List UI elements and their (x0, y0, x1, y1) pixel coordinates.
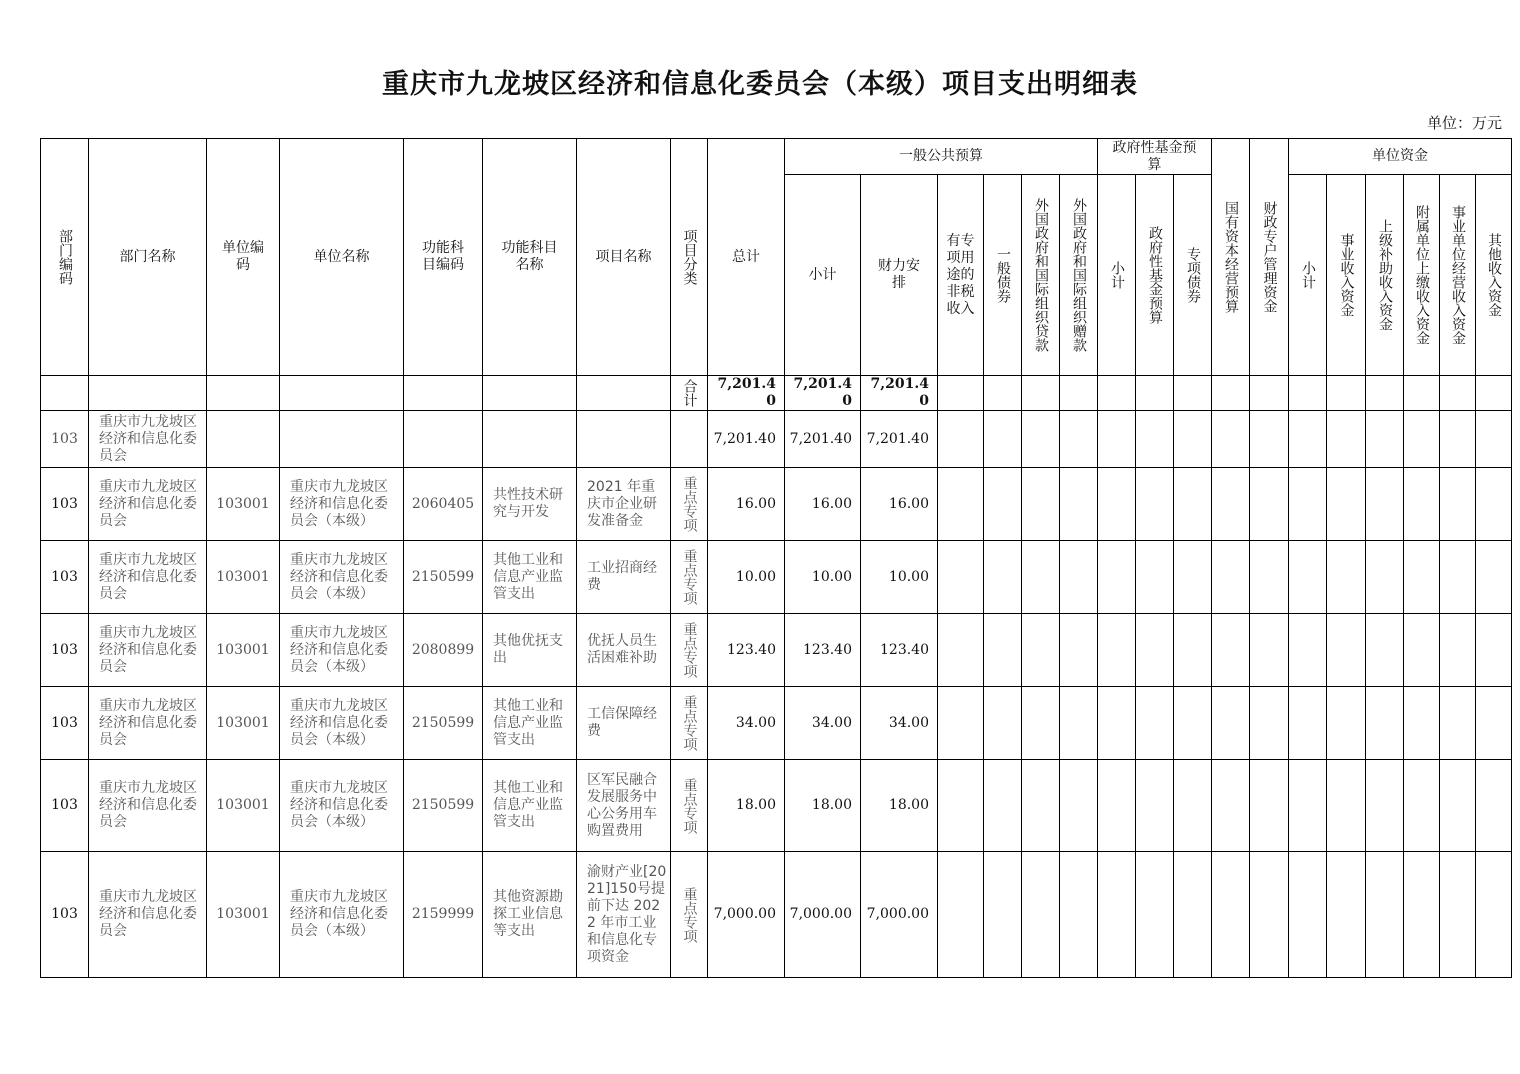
row-subtotal: 7,000.00 (785, 852, 861, 978)
row-func-name: 其他工业和信息产业监管支出 (483, 541, 577, 614)
header-gb-fiscal: 财力安排 (861, 175, 938, 376)
row-unit-name: 重庆市九龙坡区经济和信息化委员会（本级） (280, 614, 404, 687)
header-gf-fund: 政府性基金预算 (1136, 175, 1174, 376)
row-fiscal: 16.00 (861, 468, 938, 541)
row-func-code: 2150599 (404, 687, 483, 760)
total-value: 7,201.40 (708, 376, 785, 411)
row-fiscal: 18.00 (861, 760, 938, 852)
row-total: 123.40 (708, 614, 785, 687)
header-gb-nontax: 有专项用途的非税收入 (938, 175, 984, 376)
row-func-code: 2159999 (404, 852, 483, 978)
header-fiscal-account: 财政专户管理资金 (1250, 139, 1289, 376)
header-dept-code: 部门编码 (41, 139, 89, 376)
header-uf-other: 其他收入资金 (1476, 175, 1512, 376)
row-fiscal: 34.00 (861, 687, 938, 760)
row-project-type: 重点专项 (671, 541, 708, 614)
header-uf-operating: 事业单位经营收入资金 (1440, 175, 1476, 376)
header-gb-foreign-loan: 外国政府和国际组织贷款 (1022, 175, 1060, 376)
row-project-type: 重点专项 (671, 852, 708, 978)
dept-total: 7,201.40 (708, 411, 785, 468)
header-general-budget: 一般公共预算 (785, 139, 1098, 175)
row-project-name: 2021 年重庆市企业研发准备金 (577, 468, 671, 541)
header-unit-name: 单位名称 (280, 139, 404, 376)
row-dept-name: 重庆市九龙坡区经济和信息化委员会 (89, 852, 207, 978)
row-func-code: 2150599 (404, 541, 483, 614)
total-label: 合计 (671, 376, 708, 411)
table-row (41, 468, 1512, 541)
header-project-type: 项目分类 (671, 139, 708, 376)
row-dept-code: 103 (41, 541, 89, 614)
unit-label: 单位：万元 (1426, 114, 1502, 132)
row-dept-code: 103 (41, 614, 89, 687)
page-title: 重庆市九龙坡区经济和信息化委员会（本级）项目支出明细表 (382, 69, 1138, 100)
total-fiscal: 7,201.40 (861, 376, 938, 411)
dept-subtotal: 7,201.40 (785, 411, 861, 468)
row-fiscal: 7,000.00 (861, 852, 938, 978)
header-func-name: 功能科目名称 (483, 139, 577, 376)
row-func-code: 2080899 (404, 614, 483, 687)
row-total: 34.00 (708, 687, 785, 760)
header-gb-foreign-grant: 外国政府和国际组织赠款 (1060, 175, 1098, 376)
table-row (41, 541, 1512, 614)
row-subtotal: 10.00 (785, 541, 861, 614)
row-unit-code: 103001 (207, 852, 280, 978)
dept-fiscal: 7,201.40 (861, 411, 938, 468)
row-unit-code: 103001 (207, 541, 280, 614)
row-dept-name: 重庆市九龙坡区经济和信息化委员会 (89, 541, 207, 614)
row-unit-name: 重庆市九龙坡区经济和信息化委员会（本级） (280, 687, 404, 760)
table-row (41, 614, 1512, 687)
dept-name: 重庆市九龙坡区经济和信息化委员会 (89, 411, 207, 468)
row-unit-code: 103001 (207, 614, 280, 687)
row-project-name: 工信保障经费 (577, 687, 671, 760)
row-project-name: 优抚人员生活困难补助 (577, 614, 671, 687)
header-state-capital: 国有资本经营预算 (1212, 139, 1250, 376)
header-gf-subtotal: 小计 (1098, 175, 1136, 376)
row-unit-code: 103001 (207, 468, 280, 541)
row-unit-name: 重庆市九龙坡区经济和信息化委员会（本级） (280, 760, 404, 852)
row-total: 10.00 (708, 541, 785, 614)
row-unit-code: 103001 (207, 687, 280, 760)
row-dept-name: 重庆市九龙坡区经济和信息化委员会 (89, 760, 207, 852)
row-unit-name: 重庆市九龙坡区经济和信息化委员会（本级） (280, 852, 404, 978)
table-row (41, 852, 1512, 978)
row-func-name: 其他工业和信息产业监管支出 (483, 687, 577, 760)
header-gb-subtotal: 小计 (785, 175, 861, 376)
row-func-name: 其他工业和信息产业监管支出 (483, 760, 577, 852)
row-fiscal: 10.00 (861, 541, 938, 614)
row-dept-code: 103 (41, 760, 89, 852)
row-func-name: 其他优抚支出 (483, 614, 577, 687)
row-project-type: 重点专项 (671, 468, 708, 541)
row-dept-name: 重庆市九龙坡区经济和信息化委员会 (89, 687, 207, 760)
row-func-name: 其他资源勘探工业信息等支出 (483, 852, 577, 978)
header-dept-name: 部门名称 (89, 139, 207, 376)
dept-code: 103 (41, 411, 89, 468)
header-uf-subtotal: 小计 (1289, 175, 1327, 376)
total-row (41, 376, 1512, 411)
row-project-type: 重点专项 (671, 760, 708, 852)
row-project-name: 工业招商经费 (577, 541, 671, 614)
row-total: 7,000.00 (708, 852, 785, 978)
row-project-type: 重点专项 (671, 687, 708, 760)
header-uf-superior: 上级补助收入资金 (1366, 175, 1404, 376)
header-project-name: 项目名称 (577, 139, 671, 376)
row-func-code: 2150599 (404, 760, 483, 852)
header-uf-business: 事业收入资金 (1327, 175, 1366, 376)
header-gf-bond: 专项债券 (1174, 175, 1212, 376)
header-gb-bond: 一般债券 (984, 175, 1022, 376)
row-dept-code: 103 (41, 852, 89, 978)
row-fiscal: 123.40 (861, 614, 938, 687)
table-row (41, 760, 1512, 852)
row-func-code: 2060405 (404, 468, 483, 541)
row-unit-name: 重庆市九龙坡区经济和信息化委员会（本级） (280, 468, 404, 541)
row-subtotal: 18.00 (785, 760, 861, 852)
header-unit-funds: 单位资金 (1289, 139, 1512, 175)
project-expenditure-table (40, 138, 1512, 978)
row-project-name: 区军民融合发展服务中心公务用车购置费用 (577, 760, 671, 852)
row-subtotal: 34.00 (785, 687, 861, 760)
table-row (41, 687, 1512, 760)
header-gov-fund: 政府性基金预算 (1098, 139, 1212, 175)
row-func-name: 共性技术研究与开发 (483, 468, 577, 541)
row-dept-code: 103 (41, 468, 89, 541)
row-unit-code: 103001 (207, 760, 280, 852)
row-project-type: 重点专项 (671, 614, 708, 687)
dept-row (41, 411, 1512, 468)
row-unit-name: 重庆市九龙坡区经济和信息化委员会（本级） (280, 541, 404, 614)
row-subtotal: 123.40 (785, 614, 861, 687)
header-unit-code: 单位编码 (207, 139, 280, 376)
row-dept-name: 重庆市九龙坡区经济和信息化委员会 (89, 614, 207, 687)
row-total: 16.00 (708, 468, 785, 541)
row-dept-name: 重庆市九龙坡区经济和信息化委员会 (89, 468, 207, 541)
row-project-name: 渝财产业[2021]150号提前下达 2022 年市工业和信息化专项资金 (577, 852, 671, 978)
header-func-code: 功能科目编码 (404, 139, 483, 376)
row-total: 18.00 (708, 760, 785, 852)
header-uf-affiliated: 附属单位上缴收入资金 (1404, 175, 1440, 376)
row-dept-code: 103 (41, 687, 89, 760)
total-subtotal: 7,201.40 (785, 376, 861, 411)
header-total: 总计 (708, 139, 785, 376)
row-subtotal: 16.00 (785, 468, 861, 541)
